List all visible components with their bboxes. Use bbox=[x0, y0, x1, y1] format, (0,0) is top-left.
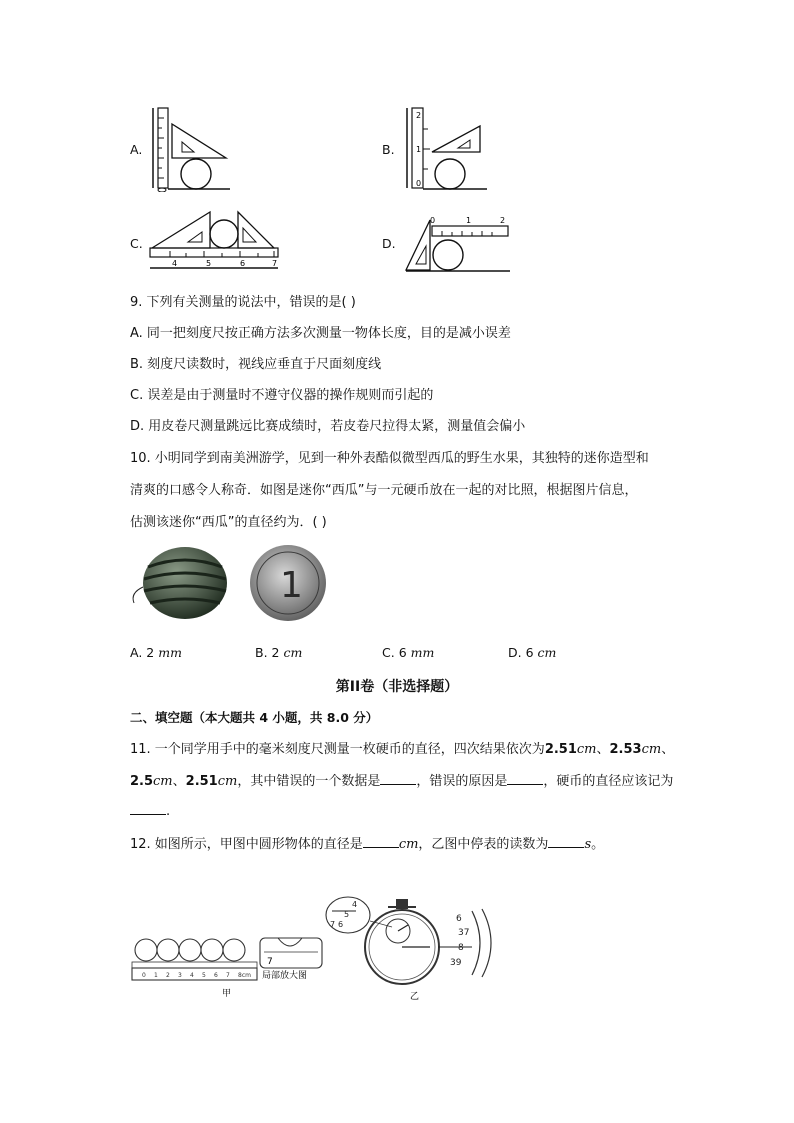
q8-fig-c-tick: 4 bbox=[172, 259, 178, 268]
watermelon-coin-photo bbox=[128, 545, 338, 623]
q10-stem-line: 10. 小明同学到南美洲游学，见到一种外表酷似微型西瓜的野生水果，其独特的迷你造型和 bbox=[130, 451, 649, 466]
stopwatch-outer-label: 39 bbox=[450, 958, 462, 968]
ruler-label: 3 bbox=[178, 972, 182, 979]
section-subtitle: 二、填空题（本大题共 4 小题，共 8.0 分） bbox=[130, 710, 379, 725]
q10-stem-line: 估测该迷你“西瓜”的直径约为．( ) bbox=[130, 515, 327, 530]
q9-option-a[interactable]: A. 同一把刻度尺按正确方法多次测量一物体长度，目的是减小误差 bbox=[130, 326, 511, 341]
q8-option-d-label[interactable]: D. bbox=[382, 236, 396, 251]
q12-stem: 12. 如图所示，甲图中圆形物体的直径是 cm，乙图中停表的读数为 s。 bbox=[130, 837, 605, 852]
q12-answer-blank-1[interactable] bbox=[363, 835, 399, 848]
q8-figure-a bbox=[150, 106, 235, 192]
q9-option-d[interactable]: D. 用皮卷尺测量跳远比赛成绩时，若皮卷尺拉得太紧，测量值会偏小 bbox=[130, 419, 526, 434]
zoom-tick-label: 7 bbox=[267, 957, 273, 967]
q11-line-2: 2.5cm、2.51cm，其中错误的一个数据是 ，错误的原因是 ，硬币的直径应该记为 bbox=[130, 774, 674, 789]
q11-answer-blank-3[interactable] bbox=[130, 802, 166, 815]
ruler-label: 5 bbox=[202, 972, 206, 979]
q8-fig-d-tick: 1 bbox=[466, 216, 472, 225]
q8-fig-b-tick: 1 bbox=[416, 145, 422, 154]
stopwatch-outer-label: 6 bbox=[456, 914, 462, 924]
q8-option-b-label[interactable]: B. bbox=[382, 142, 395, 157]
q12-figure-yi bbox=[322, 893, 492, 1003]
q12-figure-jia bbox=[130, 928, 330, 1002]
watermelon-image bbox=[133, 547, 227, 619]
q10-option-b[interactable]: B. 2 cm bbox=[255, 645, 303, 660]
q8-fig-c-tick: 7 bbox=[272, 259, 278, 268]
q8-fig-c-tick: 5 bbox=[206, 259, 212, 268]
q9-stem: 9. 下列有关测量的说法中，错误的是( ) bbox=[130, 295, 356, 310]
ruler-label: 1 bbox=[154, 972, 158, 979]
coin-image bbox=[250, 545, 326, 621]
q8-figure-b bbox=[402, 104, 492, 192]
figure-caption-yi: 乙 bbox=[410, 992, 420, 1002]
ruler-label: 2 bbox=[166, 972, 170, 979]
q11-answer-blank-2[interactable] bbox=[507, 772, 543, 785]
figure-caption-jia: 甲 bbox=[222, 989, 232, 999]
q8-fig-d-tick: 0 bbox=[430, 216, 436, 225]
stopwatch-inner-label: 5 bbox=[344, 910, 350, 919]
ruler-label: 4 bbox=[190, 972, 194, 979]
q10-option-d[interactable]: D. 6 cm bbox=[508, 645, 557, 660]
zoom-caption: 局部放大图 bbox=[262, 971, 308, 981]
ruler-label: 6 bbox=[214, 972, 218, 979]
stopwatch-outer-label: 8 bbox=[458, 943, 464, 953]
stopwatch-inner-label: 6 bbox=[338, 920, 344, 929]
stopwatch-inner-label: 4 bbox=[352, 900, 358, 909]
q8-figure-c bbox=[148, 206, 283, 276]
ruler-label: 7 bbox=[226, 972, 230, 979]
q9-option-c[interactable]: C. 误差是由于测量时不遵守仪器的操作规则而引起的 bbox=[130, 388, 434, 403]
q8-option-c-label[interactable]: C. bbox=[130, 236, 143, 251]
q8-fig-b-tick: 0 bbox=[416, 179, 422, 188]
q11-line-1: 11. 一个同学用手中的毫米刻度尺测量一枚硬币的直径，四次结果依次为2.51cm、2.53cm、 bbox=[130, 742, 675, 757]
q12-answer-blank-2[interactable] bbox=[548, 835, 584, 848]
q11-line-3: . bbox=[130, 802, 170, 819]
q11-answer-blank-1[interactable] bbox=[380, 772, 416, 785]
stopwatch-outer-label: 37 bbox=[458, 928, 470, 938]
ruler-label: 0 bbox=[142, 972, 146, 979]
svg-text:1: 1 bbox=[280, 565, 303, 606]
q10-option-a[interactable]: A. 2 mm bbox=[130, 645, 182, 660]
q8-fig-b-tick: 2 bbox=[416, 111, 422, 120]
q8-fig-d-tick: 2 bbox=[500, 216, 506, 225]
q9-option-b[interactable]: B. 刻度尺读数时，视线应垂直于尺面刻度线 bbox=[130, 357, 382, 372]
q8-figure-d bbox=[400, 214, 515, 276]
q10-stem-line: 清爽的口感令人称奇．如图是迷你“西瓜”与一元硬币放在一起的对比照，根据图片信息， bbox=[130, 483, 638, 498]
q8-fig-c-tick: 6 bbox=[240, 259, 246, 268]
q10-option-c[interactable]: C. 6 mm bbox=[382, 645, 435, 660]
section-title: 第II卷（非选择题） bbox=[335, 679, 459, 695]
stopwatch-inner-label: 7 bbox=[330, 920, 336, 929]
ruler-label: 8cm bbox=[238, 972, 251, 979]
q8-option-a-label[interactable]: A. bbox=[130, 142, 143, 157]
